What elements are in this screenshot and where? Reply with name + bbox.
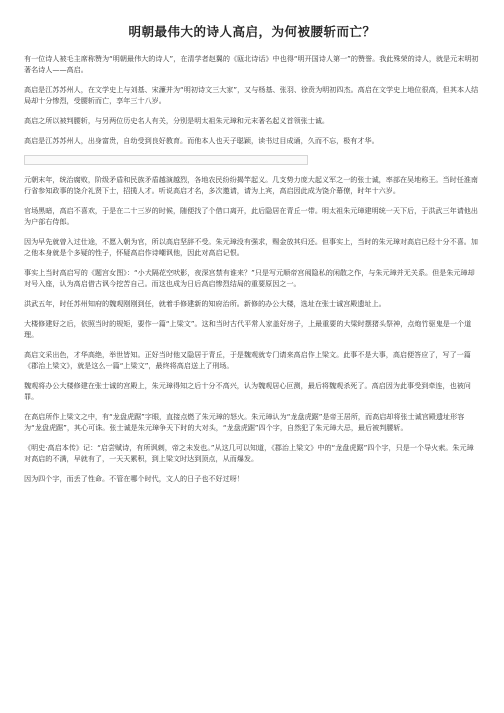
paragraph: 高启是江苏苏州人，出身富贵，自幼受到良好教育。而他本人也天子聪颖，读书过目成诵，久而不忘，极有才华。 <box>24 136 379 145</box>
paragraph: 洪武五年，时任苏州知府的魏观刚刚到任，就着手修建新的知府治所。新修的办公大楼，选址在张士诚宫殿遗址上。 <box>24 299 386 308</box>
paragraph: 《明史·高启本传》记：“启尝赋诗，有所讽刺，帝之未发也。”从这几可以知道，《郡治上梁文》中的“龙盘虎踞”四个字，只是一个导火索。朱元璋对高启的不满，早就有了，一天天累积，到上梁文时达到顶点，从而爆发。 <box>24 443 474 463</box>
paragraph: 魏观将办公大楼修建在张士诚的宫殿上，朱元璋得知之后十分不高兴，认为魏观居心叵测，最后将魏观杀死了。高启因为此事受到牵连，也被问罪。 <box>24 381 471 401</box>
paragraph: 因为四个字，而丢了性命。不管在哪个时代，文人的日子也不好过呀！ <box>24 474 244 483</box>
paragraph: 有一位诗人被毛主席称赞为“明朝最伟大的诗人”，在清学者赵翼的《瓯北诗话》中也得“明开国诗人第一”的赞誉。我此殊荣的诗人，就是元末明初著名诗人——高启。 <box>24 54 479 74</box>
paragraph: 事实上当时高启写的《题宫女图》：“小犬隔花空吠影，夜深宫禁有谁来？”只是写元顺帝宫闱隐私的闲散之作，与朱元璋并无关系。但是朱元璋却对号入座，认为高启借古讽今挖苦自己。而这也成为日后高启惨烈结局的重要原因之一。 <box>24 268 475 288</box>
paragraph: 在高启所作上梁文之中，有“龙盘虎踞”字眼，直接点燃了朱元璋的怒火。朱元璋认为“龙盘虎踞”是帝王居所，而高启却将张士诚宫殿遗址形容为“龙盘虎踞”，其心可诛。张士诚是朱元璋争天下时的大对头，“龙盘虎踞”四个字，自然犯了朱元璋大忌，最后被判腰斩。 <box>24 412 465 432</box>
paragraph: 大楼修建好之后，依照当时的规矩，要作一篇“上梁文”。这和当时古代平常人家盖好房子，上最重要的大梁时摆猪头祭神，点炮竹驱鬼是一个道理。 <box>24 319 472 339</box>
paragraph: 因为早先就曾入过仕途，不愿入朝为官，所以高启坚辞不受。朱元璋没有强求，赐金放其归还。但事实上，当时的朱元璋对高启已经十分不喜。加之他本身就是个多疑的性子，怀疑高启作诗嘲讽他，因此对高启记恨。 <box>24 237 478 257</box>
paragraph: 高启是江苏苏州人，在文学史上与刘基、宋濂并为“明初诗文三大家”，又与杨基、张羽、徐贲为明初四杰。高启在文学史上地位很高，但其本人结局却十分惨烈，受腰斩而亡，享年三十八岁。 <box>24 85 479 105</box>
paragraph: 元朝末年，统治腐败，阶级矛盾和民族矛盾越演越烈，各地农民纷纷揭竿起义。几支势力庞大起义军之一的张士诚，率部在吴地称王。当时任淮南行省参知政事的饶介礼贤下士，招揽人才。听说高启才名，多次邀请，请为上宾，高启因此成为饶介幕僚，时年十六岁。 <box>24 175 478 195</box>
paragraph: 官场黑暗，高启不喜欢，于是在二十三岁的时候，随便找了个借口离开，此后隐居在青丘一带。明太祖朱元璋建明统一天下后，于洪武三年请他出为户部右侍郎。 <box>24 206 478 226</box>
paragraph: 高启之所以被判腰斩，与另两位历史名人有关，分别是明太祖朱元璋和元末著名起义首领张士诚。 <box>24 116 330 125</box>
paragraph: 高启文采出色，才华高绝，举世皆知。正好当时他又隐居于青丘，于是魏观就专门请来高启作上梁文。此事不是大事，高启便答应了，写了一篇《郡治上梁文》，就是这么一篇“上梁文”，最终将高启送上了刑场。 <box>24 350 471 370</box>
image-placeholder <box>24 155 308 165</box>
page-title: 明朝最伟大的诗人高启，为何被腰斩而亡？ <box>128 24 376 39</box>
